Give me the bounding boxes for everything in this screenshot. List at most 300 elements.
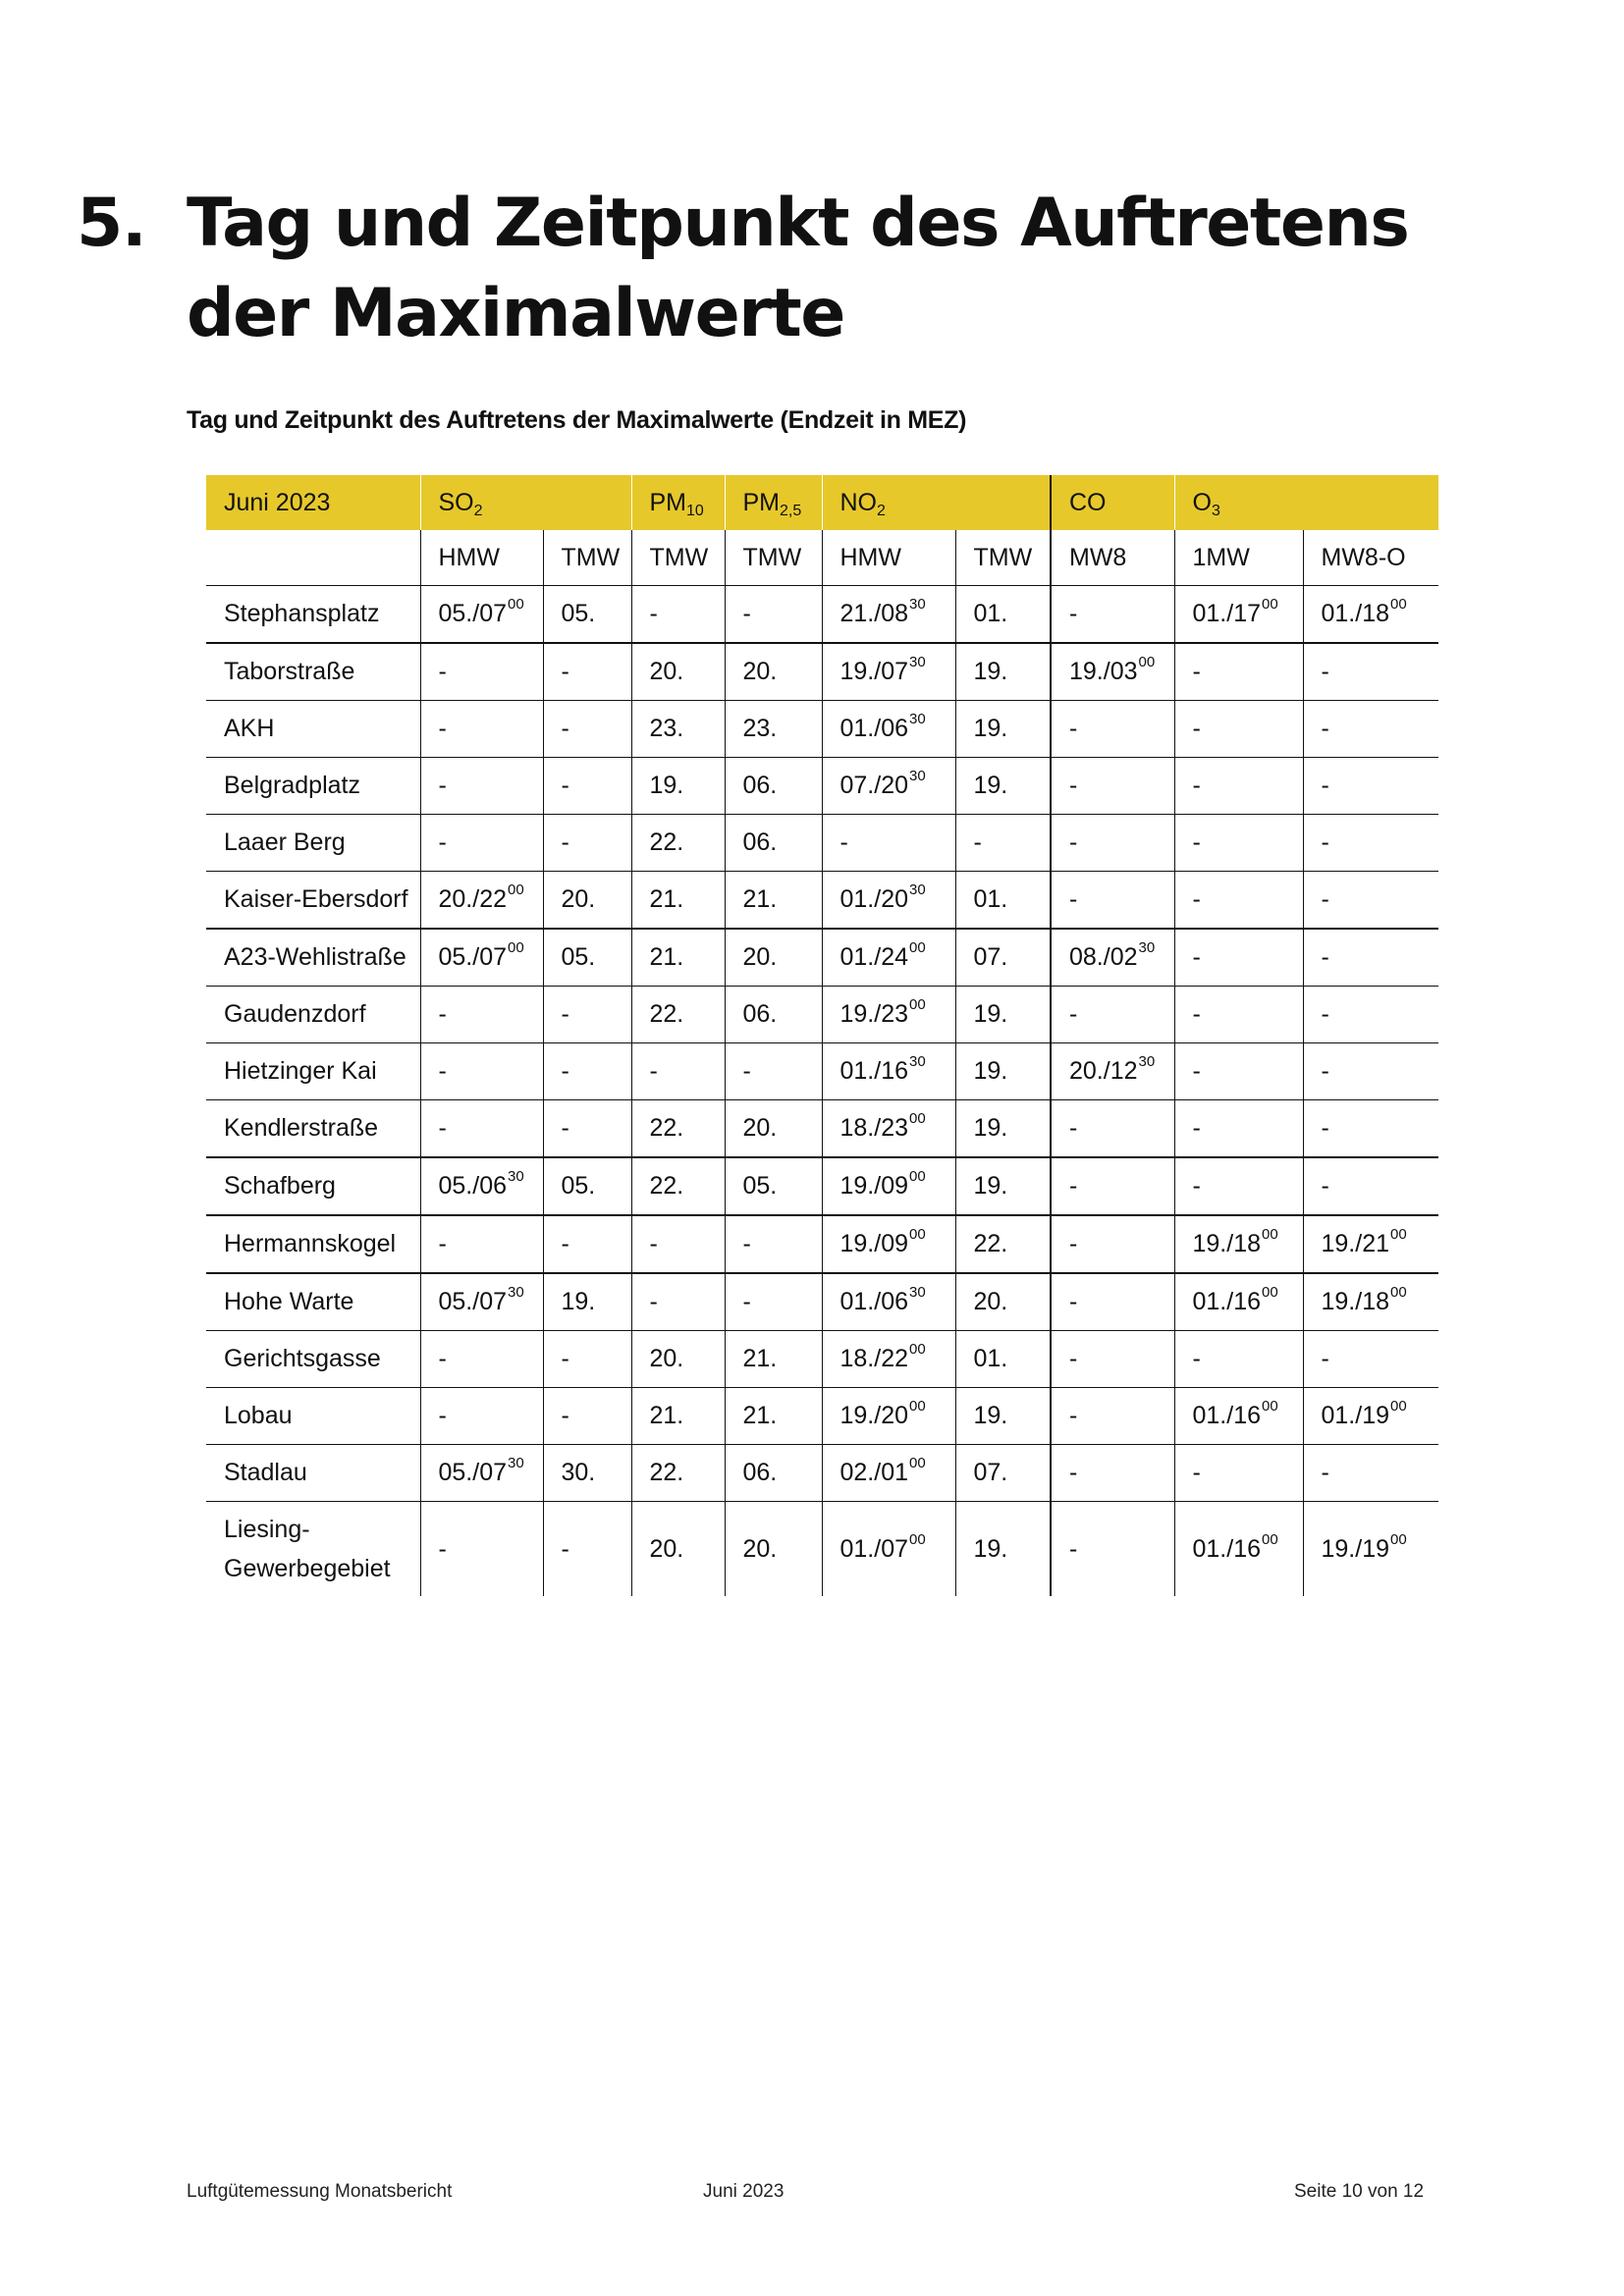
value-day: - [561, 1057, 569, 1085]
value-cell [822, 815, 955, 872]
value-cell [1174, 1502, 1303, 1597]
value-day: 05. [561, 943, 596, 971]
value-day: 19. [973, 658, 1008, 685]
value-cell [955, 1157, 1051, 1215]
station-name: Kendlerstraße [206, 1100, 420, 1158]
value-cell [822, 1273, 955, 1331]
value-cell [955, 1502, 1051, 1597]
value-minute: 00 [909, 1398, 926, 1415]
value-day: - [1192, 658, 1201, 685]
value-day: - [561, 1114, 569, 1142]
value-cell [543, 1157, 631, 1215]
value-cell [1174, 1331, 1303, 1388]
value-cell [955, 872, 1051, 930]
value-cell [543, 872, 631, 930]
value-day: - [1321, 1000, 1329, 1028]
value-minute: 30 [508, 1284, 524, 1301]
value-cell [955, 1043, 1051, 1100]
value-day: 01./06 [839, 715, 909, 742]
station-name: Hermannskogel [206, 1215, 420, 1273]
value-cell [1174, 586, 1303, 644]
table-row [206, 1157, 1438, 1215]
value-day: 22. [649, 1000, 684, 1028]
value-cell [725, 929, 822, 987]
value-day: 05. [742, 1172, 778, 1200]
value-day: - [438, 1057, 447, 1085]
value-minute: 00 [1262, 1398, 1278, 1415]
value-cell [631, 643, 725, 701]
value-cell [822, 1445, 955, 1502]
table-row [206, 1043, 1438, 1100]
measure-header: MW8-O [1303, 530, 1438, 586]
value-day: - [561, 828, 569, 856]
value-cell [1051, 1100, 1174, 1158]
value-cell [1051, 872, 1174, 930]
value-minute: 00 [1262, 1284, 1278, 1301]
value-day: 07./20 [839, 772, 909, 799]
pollutant-header-pm10: $PM_{10}$ [631, 475, 725, 530]
value-cell [822, 1388, 955, 1445]
value-cell [725, 1502, 822, 1597]
value-day: 20. [973, 1288, 1008, 1315]
value-cell [631, 1273, 725, 1331]
value-cell [1051, 1331, 1174, 1388]
value-day: 20. [649, 1534, 684, 1563]
value-day: - [1069, 1172, 1078, 1200]
value-day: 30. [561, 1459, 596, 1486]
measure-header: TMW [631, 530, 725, 586]
value-day: - [1192, 885, 1201, 913]
value-minute: 00 [909, 1530, 926, 1548]
value-day: 19. [973, 1534, 1008, 1563]
station-name: Kaiser-Ebersdorf [206, 872, 420, 930]
value-cell [1303, 987, 1438, 1043]
value-day: 20./12 [1069, 1057, 1138, 1085]
value-minute: 30 [1138, 939, 1156, 956]
value-cell [543, 929, 631, 987]
table-row [206, 1331, 1438, 1388]
value-day: - [438, 658, 447, 685]
value-minute: 00 [1262, 1530, 1278, 1548]
value-day: - [438, 1230, 447, 1257]
value-cell [1051, 643, 1174, 701]
value-minute: 00 [508, 596, 524, 613]
value-cell [822, 701, 955, 758]
value-cell [822, 1043, 955, 1100]
value-day: - [438, 1534, 447, 1563]
value-cell [725, 1157, 822, 1215]
station-name: Liesing-Gewerbegebiet [224, 1516, 391, 1582]
value-day: 01./16 [839, 1057, 909, 1085]
value-cell [822, 758, 955, 815]
footer-page-number: Seite 10 von 12 [1294, 2181, 1425, 2202]
pollutant-header-so2: $SO_2$ [420, 475, 631, 530]
value-cell [822, 643, 955, 701]
table-row [206, 1100, 1438, 1158]
value-cell [543, 1100, 631, 1158]
value-day: 22. [649, 828, 684, 856]
value-day: 22. [649, 1114, 684, 1142]
value-cell [1303, 1215, 1438, 1273]
station-name: Lobau [206, 1388, 420, 1445]
value-cell [1051, 987, 1174, 1043]
value-day: 21. [649, 943, 684, 971]
value-cell [955, 1331, 1051, 1388]
station-name: A23-Wehlistraße [206, 929, 420, 987]
value-cell [1174, 643, 1303, 701]
value-day: - [1192, 715, 1201, 742]
value-cell [1303, 758, 1438, 815]
value-day: - [1069, 1288, 1078, 1315]
value-cell [1051, 1445, 1174, 1502]
value-cell [631, 987, 725, 1043]
value-day: - [1069, 1230, 1078, 1257]
value-minute: 00 [508, 939, 524, 956]
value-minute: 00 [1262, 596, 1278, 613]
value-day: 01./16 [1192, 1402, 1262, 1429]
value-minute: 30 [909, 654, 926, 670]
table-caption: Tag und Zeitpunkt des Auftretens der Maximalwerte (Endzeit in MEZ) [187, 406, 967, 434]
value-minute: 00 [508, 881, 524, 898]
value-minute: 30 [909, 881, 926, 898]
value-day: - [561, 1345, 569, 1372]
value-minute: 00 [1262, 1226, 1278, 1243]
table-row [206, 758, 1438, 815]
value-day: - [1192, 1114, 1201, 1142]
value-cell [1303, 1100, 1438, 1158]
table-row [206, 1215, 1438, 1273]
measure-header-row [206, 530, 1438, 586]
value-minute: 00 [909, 1455, 926, 1471]
value-cell [955, 643, 1051, 701]
value-day: 05./06 [438, 1172, 508, 1200]
value-day: 01. [973, 885, 1008, 913]
value-cell [1051, 701, 1174, 758]
measure-header: HMW [420, 530, 543, 586]
table-row [206, 815, 1438, 872]
value-day: 19. [973, 1000, 1008, 1028]
value-cell [955, 929, 1051, 987]
value-minute: 00 [909, 1341, 926, 1358]
station-name: Hohe Warte [206, 1273, 420, 1331]
value-day: 19. [973, 1172, 1008, 1200]
value-cell [1303, 643, 1438, 701]
value-cell [1051, 1043, 1174, 1100]
value-day: 20. [649, 1345, 684, 1372]
value-cell [822, 1331, 955, 1388]
value-cell [1303, 1331, 1438, 1388]
value-day: - [1321, 658, 1329, 685]
value-cell [1051, 929, 1174, 987]
value-cell [1303, 1388, 1438, 1445]
value-cell [725, 1215, 822, 1273]
value-day: 20. [649, 658, 684, 685]
value-day: - [1069, 1000, 1078, 1028]
value-day: 19. [973, 772, 1008, 799]
value-cell [955, 586, 1051, 644]
value-cell [543, 586, 631, 644]
value-day: 21. [649, 1402, 684, 1429]
value-day: - [1069, 715, 1078, 742]
value-cell [631, 1043, 725, 1100]
value-day: 06. [742, 828, 778, 856]
value-cell [420, 872, 543, 930]
value-day: - [1069, 1402, 1078, 1429]
value-day: 19./21 [1321, 1230, 1390, 1257]
value-day: 18./22 [839, 1345, 909, 1372]
value-day: - [561, 715, 569, 742]
value-cell [420, 815, 543, 872]
value-day: - [649, 1288, 658, 1315]
value-cell [1051, 1388, 1174, 1445]
value-day: 19./18 [1321, 1288, 1390, 1315]
value-cell [725, 1388, 822, 1445]
value-cell [1051, 758, 1174, 815]
value-cell [631, 701, 725, 758]
max-values-table [206, 475, 1438, 1596]
value-day: - [438, 1000, 447, 1028]
value-cell [1303, 872, 1438, 930]
value-day: - [1069, 600, 1078, 627]
value-cell [955, 758, 1051, 815]
station-name: Belgradplatz [206, 758, 420, 815]
value-minute: 00 [1390, 1398, 1407, 1415]
value-day: 19. [973, 1057, 1008, 1085]
value-cell [1303, 1043, 1438, 1100]
station-name: AKH [206, 701, 420, 758]
pollutant-header-o3: $O_3$ [1174, 475, 1438, 530]
value-cell [420, 1388, 543, 1445]
value-day: 01./19 [1321, 1402, 1390, 1429]
value-cell [543, 701, 631, 758]
value-day: - [438, 715, 447, 742]
value-cell [420, 1445, 543, 1502]
value-day: - [742, 1288, 751, 1315]
value-cell [822, 987, 955, 1043]
value-cell [1174, 987, 1303, 1043]
value-cell [631, 815, 725, 872]
value-day: - [839, 828, 848, 856]
table-row [206, 701, 1438, 758]
value-day: - [1069, 1534, 1078, 1563]
value-day: 01./24 [839, 943, 909, 971]
value-cell [1051, 1273, 1174, 1331]
value-cell [1303, 1445, 1438, 1502]
value-minute: 00 [1138, 654, 1156, 670]
value-cell [631, 1388, 725, 1445]
value-day: - [1069, 885, 1078, 913]
value-day: 01./07 [839, 1534, 909, 1563]
value-day: - [561, 658, 569, 685]
value-minute: 00 [909, 1226, 926, 1243]
value-day: 22. [973, 1230, 1008, 1257]
value-cell [543, 643, 631, 701]
value-day: 20./22 [438, 885, 508, 913]
value-cell [420, 1100, 543, 1158]
value-day: 01. [973, 1345, 1008, 1372]
section-number: 5. [77, 185, 146, 262]
value-minute: 00 [1390, 1284, 1407, 1301]
value-day: 05./07 [438, 1459, 508, 1486]
value-cell [420, 701, 543, 758]
value-day: 20. [742, 1534, 778, 1563]
value-cell [420, 1331, 543, 1388]
value-minute: 30 [909, 711, 926, 727]
value-cell [822, 1215, 955, 1273]
value-day: 20. [561, 885, 596, 913]
value-day: 19./07 [839, 658, 909, 685]
value-day: 20. [742, 658, 778, 685]
measure-header: TMW [725, 530, 822, 586]
value-cell [955, 1388, 1051, 1445]
value-cell [543, 815, 631, 872]
value-cell [1303, 701, 1438, 758]
value-day: 19./19 [1321, 1534, 1390, 1563]
value-cell [420, 1157, 543, 1215]
value-cell [543, 1331, 631, 1388]
value-minute: 00 [909, 1110, 926, 1127]
value-minute: 00 [909, 939, 926, 956]
value-day: - [1192, 772, 1201, 799]
station-name: Schafberg [206, 1157, 420, 1215]
value-day: - [742, 600, 751, 627]
value-cell [1051, 1502, 1174, 1597]
value-day: 01./20 [839, 885, 909, 913]
value-day: 19./03 [1069, 658, 1138, 685]
value-day: 01./18 [1321, 600, 1390, 627]
value-cell [1174, 1273, 1303, 1331]
value-day: 05./07 [438, 600, 508, 627]
value-day: 19. [973, 1114, 1008, 1142]
value-cell [955, 1445, 1051, 1502]
footer-month: Juni 2023 [703, 2181, 785, 2202]
value-minute: 00 [1390, 1226, 1407, 1243]
value-day: - [1192, 1057, 1201, 1085]
value-cell [543, 1043, 631, 1100]
value-day: 19. [973, 715, 1008, 742]
value-cell [822, 929, 955, 987]
table-row [206, 586, 1438, 644]
value-day: 06. [742, 1000, 778, 1028]
section-title: Tag und Zeitpunkt des Auftretens der Maximalwerte [187, 185, 1409, 352]
value-minute: 00 [1390, 1530, 1407, 1548]
value-cell [543, 1273, 631, 1331]
value-day: - [1321, 828, 1329, 856]
value-day: - [561, 1000, 569, 1028]
value-day: - [649, 1057, 658, 1085]
table-row [206, 1445, 1438, 1502]
table-row [206, 643, 1438, 701]
measure-header: HMW [822, 530, 955, 586]
measure-header: 1MW [1174, 530, 1303, 586]
value-day: - [1069, 828, 1078, 856]
value-day: - [561, 1534, 569, 1563]
value-cell [822, 1157, 955, 1215]
value-day: 01./06 [839, 1288, 909, 1315]
value-day: - [438, 1402, 447, 1429]
value-day: 05. [561, 600, 596, 627]
value-cell [822, 586, 955, 644]
value-minute: 30 [909, 596, 926, 613]
station-name: Hietzinger Kai [206, 1043, 420, 1100]
value-minute: 00 [909, 996, 926, 1013]
value-day: 22. [649, 1172, 684, 1200]
value-day: 19. [649, 772, 684, 799]
station-name: Taborstraße [206, 643, 420, 701]
value-day: - [742, 1057, 751, 1085]
value-cell [725, 1100, 822, 1158]
value-cell [1174, 872, 1303, 930]
value-day: 19. [561, 1288, 596, 1315]
value-cell [1174, 1215, 1303, 1273]
value-day: - [742, 1230, 751, 1257]
pollutant-header-co: CO [1051, 475, 1174, 530]
footer-report-name: Luftgütemessung Monatsbericht [187, 2181, 453, 2202]
value-minute: 30 [508, 1168, 524, 1185]
value-cell [725, 1273, 822, 1331]
station-name: Laaer Berg [206, 815, 420, 872]
value-cell [420, 987, 543, 1043]
value-day: 23. [742, 715, 778, 742]
value-cell [1051, 815, 1174, 872]
value-day: - [561, 772, 569, 799]
value-day: - [1192, 1000, 1201, 1028]
value-cell [420, 586, 543, 644]
station-name: Gaudenzdorf [206, 987, 420, 1043]
value-cell [1174, 1388, 1303, 1445]
value-day: - [1069, 1345, 1078, 1372]
value-cell [725, 1043, 822, 1100]
value-cell [725, 987, 822, 1043]
measure-header: TMW [955, 530, 1051, 586]
value-cell [631, 1157, 725, 1215]
value-cell [1174, 701, 1303, 758]
value-cell [725, 872, 822, 930]
measure-header: MW8 [1051, 530, 1174, 586]
value-minute: 30 [1138, 1053, 1156, 1070]
value-day: 19./09 [839, 1230, 909, 1257]
value-cell [543, 987, 631, 1043]
value-cell [631, 872, 725, 930]
value-day: 21. [742, 885, 778, 913]
value-cell [1174, 1100, 1303, 1158]
value-cell [543, 1388, 631, 1445]
value-cell [725, 758, 822, 815]
value-cell [420, 929, 543, 987]
value-cell [1051, 1157, 1174, 1215]
station-name: Gerichtsgasse [206, 1331, 420, 1388]
value-day: - [1069, 1459, 1078, 1486]
value-cell [420, 1273, 543, 1331]
value-cell [725, 643, 822, 701]
value-day: 02./01 [839, 1459, 909, 1486]
value-day: 08./02 [1069, 943, 1138, 971]
value-cell [725, 815, 822, 872]
value-minute: 30 [909, 1053, 926, 1070]
value-cell [631, 929, 725, 987]
value-cell [543, 1445, 631, 1502]
value-cell [955, 1215, 1051, 1273]
value-day: 19./18 [1192, 1230, 1262, 1257]
value-cell [631, 1502, 725, 1597]
value-day: 01./17 [1192, 600, 1262, 627]
value-cell [420, 1043, 543, 1100]
value-cell [822, 872, 955, 930]
value-cell [1303, 1273, 1438, 1331]
value-cell [631, 1100, 725, 1158]
value-cell [420, 1502, 543, 1597]
value-day: 19./20 [839, 1402, 909, 1429]
